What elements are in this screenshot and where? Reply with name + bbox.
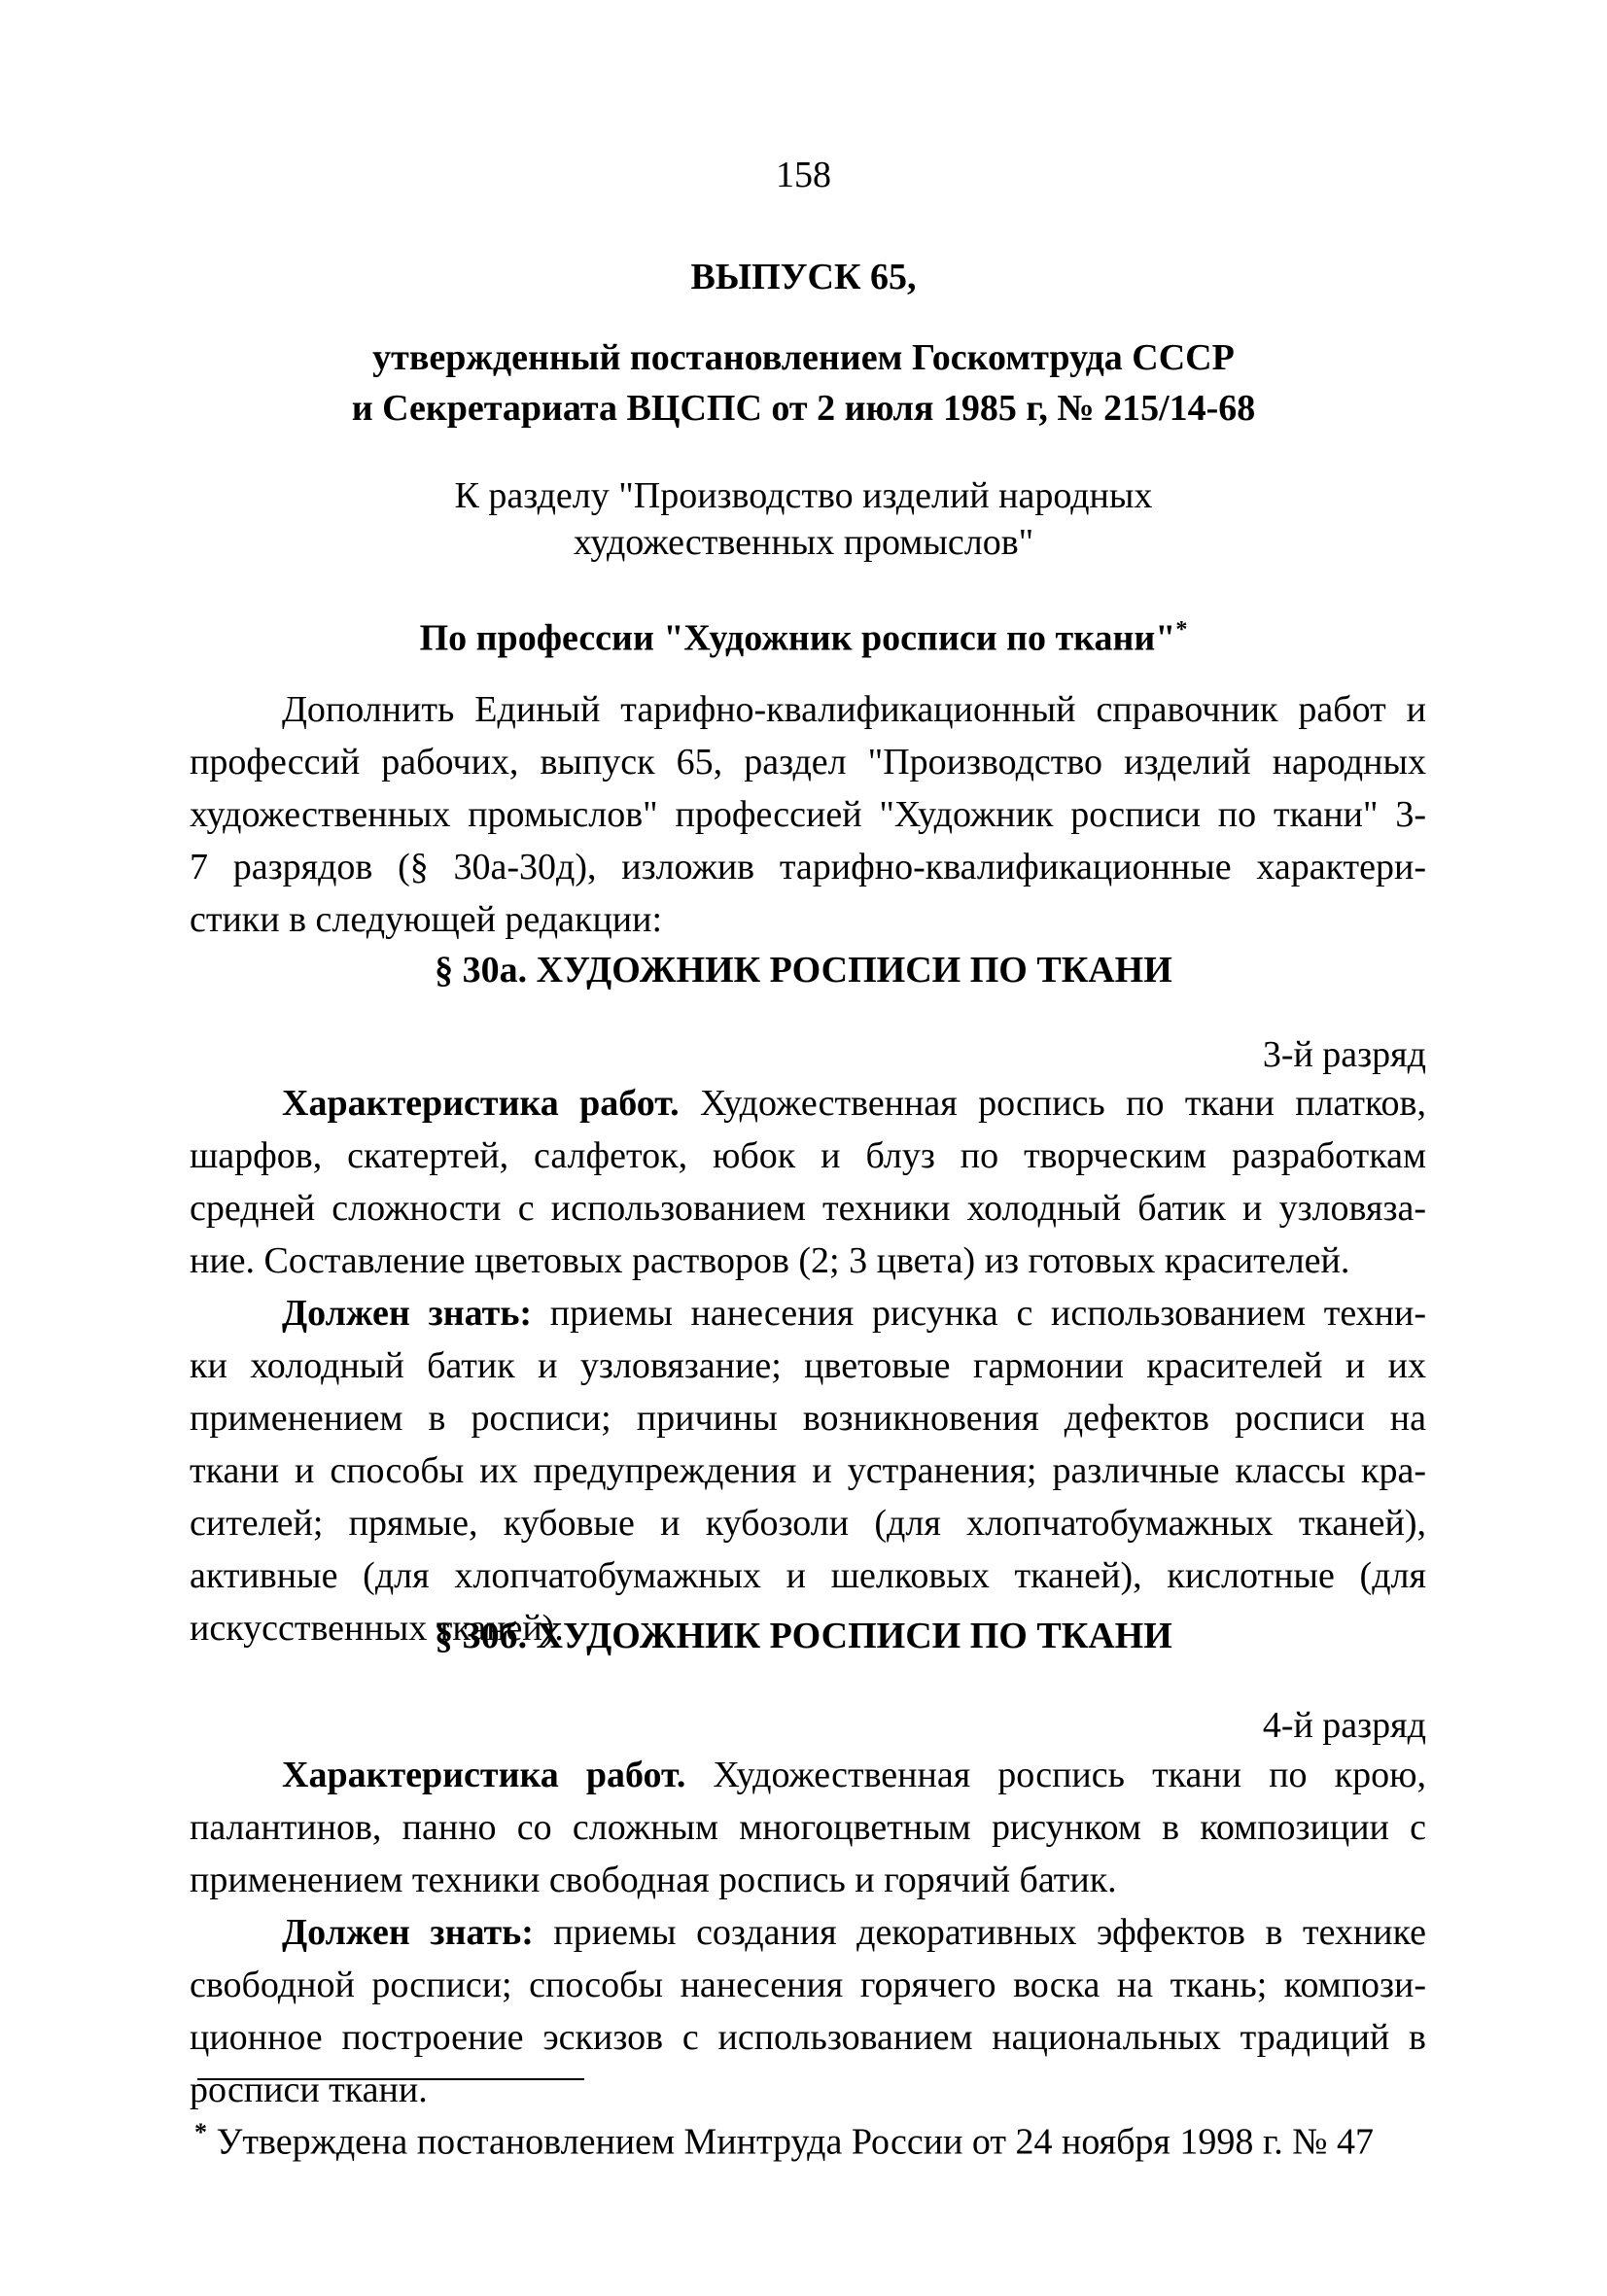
line-text: приемы нанесения рисунка с использованием техни- [532,1293,1427,1334]
page-number: 158 [776,155,831,195]
section-heading-30a: § 30а. ХУДОЖНИК РОСПИСИ ПО ТКАНИ [435,950,1172,991]
line-text: ткани и способы их предупреждения и устранения; различные классы кра- [190,1450,1426,1491]
text-line [190,1287,1426,1339]
text-line [190,1130,1426,1182]
line-text: ние. Составление цветовых растворов (2; 3 цвета) из готовых красителей. [190,1240,1350,1281]
text-line [190,1549,1426,1602]
profession-heading [0,605,1607,664]
text-line [190,1235,1426,1287]
footnote-asterisk: * [194,2118,207,2146]
line-text: активные (для хлопчатобумажных и шелковых тканей), кислотные (для [190,1555,1426,1596]
section-30b-body [190,1749,1426,2116]
run-in-label: Должен знать: [282,1912,534,1953]
section-30a-body [190,1077,1426,1654]
line-text: сителей; прямые, кубовые и кубозоли (для хлопчатобумажных тканей), [190,1503,1426,1544]
footnote-text: Утверждена постановлением Минтруда России от 24 ноября 1998 г. № 47 [207,2121,1374,2163]
text-line [190,683,1426,736]
line-text: профессий рабочих, выпуск 65, раздел "Производство изделий народных [190,742,1426,783]
section-heading-30b: § 30б. ХУДОЖНИК РОСПИСИ ПО ТКАНИ [435,1616,1172,1656]
line-text: применением техники свободная роспись и горячий батик. [190,1860,1117,1900]
section-ref-line-2: художественных промыслов" [573,522,1034,563]
text-line [190,1801,1426,1854]
run-in-label: Характеристика работ. [282,1755,686,1795]
profession-heading-text: По профессии "Художник росписи по ткани" [419,617,1176,659]
text-line [190,1182,1426,1235]
line-text: Художественная роспись ткани по крою, [685,1755,1426,1795]
line-text: приемы создания декоративных эффектов в технике [533,1912,1427,1953]
text-line [190,1749,1426,1801]
footnote-marker: * [1175,617,1188,643]
line-text: средней сложности с использованием техники холодный батик и узловяза- [190,1188,1426,1229]
text-line [190,1077,1426,1130]
text-line [190,788,1426,841]
run-in-label: Должен знать: [282,1293,533,1334]
text-line [190,1339,1426,1392]
text-line [190,1392,1426,1444]
footnote-divider [197,2078,584,2080]
text-line [190,841,1426,893]
intro-paragraph [190,683,1426,946]
text-line [190,893,1426,946]
line-text: Дополнить Единый тарифно-квалификационный справочник работ и [282,689,1426,730]
text-line [190,1959,1426,2011]
line-text: палантинов, панно со сложным многоцветным рисунком в композиции с [190,1807,1426,1848]
line-text: свободной росписи; способы нанесения горячего воска на ткань; компози- [190,1965,1426,2005]
line-text: 7 разрядов (§ 30а-30д), изложив тарифно-квалификационные характери- [190,847,1426,887]
line-text: ционное построение эскизов с использованием национальных традиций в [190,2017,1426,2058]
text-line [190,1906,1426,1959]
section-ref-line-1: К разделу "Производство изделий народных [454,475,1153,516]
footnote [194,2107,1374,2168]
line-text: стики в следующей редакции: [190,899,663,940]
issue-title: ВЫПУСК 65, [690,257,917,297]
line-text: Художественная роспись по ткани платков, [679,1083,1426,1124]
line-text: ки холодный батик и узловязание; цветовые гармонии красителей и их [190,1345,1426,1386]
line-text: шарфов, скатертей, салфеток, юбок и блуз по творческим разработкам [190,1135,1426,1176]
line-text: росписи ткани. [190,2070,428,2110]
text-line [190,2011,1426,2064]
grade-30b: 4-й разряд [1262,1705,1426,1746]
grade-30a: 3-й разряд [1262,1034,1426,1075]
approval-line-2: и Секретариата ВЦСПС от 2 июля 1985 г, № 215/14-68 [351,388,1256,429]
text-line [190,1854,1426,1906]
text-line [190,736,1426,788]
text-line [190,1497,1426,1549]
line-text: художественных промыслов" профессией "Художник росписи по ткани" 3- [190,794,1426,835]
text-line [190,1444,1426,1497]
run-in-label: Характеристика работ. [282,1083,680,1124]
approval-line-1: утвержденный постановлением Госкомтруда СССР [372,337,1235,378]
line-text: применением в росписи; причины возникновения дефектов росписи на [190,1398,1426,1439]
line-text: искусственных тканей). [190,1608,564,1649]
